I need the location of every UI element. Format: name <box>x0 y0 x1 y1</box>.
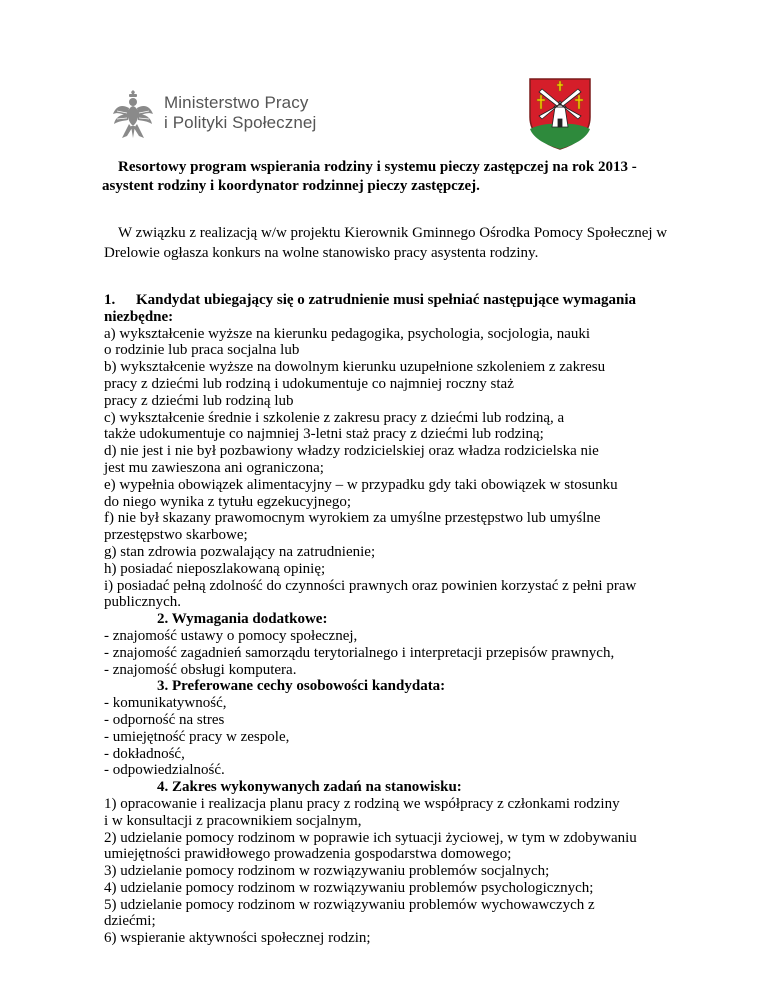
section1-heading-line2: niezbędne: <box>104 308 174 325</box>
text-line: b) wykształcenie wyższe na dowolnym kierunku uzupełnione szkoleniem z zakresu <box>104 359 606 376</box>
section1-list <box>104 326 694 612</box>
text-line: umiejętności prawidłowego prowadzenia gospodarstwa domowego; <box>104 846 512 863</box>
text-line: jest mu zawieszona ani ograniczona; <box>104 459 324 476</box>
text-line: a) wykształcenie wyższe na kierunku pedagogika, psychologia, socjologia, nauki <box>104 325 591 342</box>
ministry-name <box>164 93 316 133</box>
text-line: h) posiadać nieposzlakowaną opinię; <box>104 560 326 577</box>
text-line: d) nie jest i nie był pozbawiony władzy rodzicielskiej oraz władza rodzicielska nie <box>104 443 599 460</box>
text-line: i w konsultacji z pracownikiem socjalnym, <box>104 812 362 829</box>
section1-number: 1. <box>104 292 116 308</box>
text-line: 6) wspieranie aktywności społecznej rodzin; <box>104 930 371 947</box>
section4-heading: 4. Zakres wykonywanych zadań na stanowisku: <box>157 779 462 796</box>
windmill-coat-of-arms-icon <box>528 77 592 151</box>
text-line: pracy z dziećmi lub rodziną lub <box>104 392 294 409</box>
text-line: do niego wynika z tytułu egzekucyjnego; <box>104 493 352 510</box>
ministry-logo <box>112 90 317 140</box>
ministry-name-line2: i Polityki Społecznej <box>164 113 317 132</box>
text-line: o rodzinie lub praca socjalna lub <box>104 342 300 359</box>
text-line: 4) udzielanie pomocy rodzinom w rozwiązywaniu problemów psychologicznych; <box>104 879 594 896</box>
polish-eagle-emblem-icon <box>112 90 154 140</box>
text-line: - znajomość obsługi komputera. <box>104 661 297 678</box>
text-line: 3) udzielanie pomocy rodzinom w rozwiązywaniu problemów socjalnych; <box>104 863 550 880</box>
document-title <box>104 158 684 196</box>
text-line: - znajomość zagadnień samorządu terytorialnego i interpretacji przepisów prawnych, <box>104 644 615 661</box>
text-line: e) wypełnia obowiązek alimentacyjny – w przypadku gdy taki obowiązek w stosunku <box>104 476 618 493</box>
text-line: przestępstwo skarbowe; <box>104 527 248 544</box>
text-line: publicznych. <box>104 594 182 611</box>
text-line: 5) udzielanie pomocy rodzinom w rozwiązywaniu problemów wychowawczych z <box>104 896 595 913</box>
text-line: c) wykształcenie średnie i szkolenie z zakresu pracy z dziećmi lub rodziną, a <box>104 409 565 426</box>
text-line: f) nie był skazany prawomocnym wyrokiem za umyślne przestępstwo lub umyślne <box>104 510 601 527</box>
text-line: pracy z dziećmi lub rodziną i udokumentuje co najmniej roczny staż <box>104 375 514 392</box>
intro-line2: Drelowie ogłasza konkurs na wolne stanowisko pracy asystenta rodziny. <box>104 245 539 261</box>
ministry-name-line1: Ministerstwo Pracy <box>164 93 309 112</box>
section1-heading <box>104 292 694 309</box>
section3-heading: 3. Preferowane cechy osobowości kandydata: <box>157 678 446 695</box>
section2-heading: 2. Wymagania dodatkowe: <box>157 611 328 628</box>
title-line1: Resortowy program wspierania rodziny i systemu pieczy zastępczej na rok 2013 - <box>118 159 637 175</box>
intro-line1: W związku z realizacją w/w projektu Kierownik Gminnego Ośrodka Pomocy Społecznej w <box>118 225 668 241</box>
text-line: - znajomość ustawy o pomocy społecznej, <box>104 627 358 644</box>
text-line: - odpowiedzialność. <box>104 762 225 779</box>
document-body <box>104 292 694 947</box>
text-line: - odporność na stres <box>104 711 225 728</box>
section1-heading-text: Kandydat ubiegający się o zatrudnienie musi spełniać następujące wymagania <box>136 292 637 308</box>
section2-list <box>104 628 694 678</box>
text-line: - komunikatywność, <box>104 695 227 712</box>
section3-list <box>104 695 694 779</box>
text-line: - dokładność, <box>104 745 185 762</box>
text-line: i) posiadać pełną zdolność do czynności prawnych oraz powinien korzystać z pełni praw <box>104 577 637 594</box>
title-line2: asystent rodziny i koordynator rodzinnej pieczy zastępczej. <box>102 178 480 194</box>
text-line: 1) opracowanie i realizacja planu pracy z rodziną we współpracy z członkami rodziny <box>104 795 620 812</box>
text-line: 2) udzielanie pomocy rodzinom w poprawie ich sytuacji życiowej, w tym w zdobywaniu <box>104 829 637 846</box>
text-line: także udokumentuje co najmniej 3-letni staż pracy z dziećmi lub rodziną; <box>104 426 544 443</box>
text-line: - umiejętność pracy w zespole, <box>104 728 290 745</box>
intro-paragraph <box>104 223 704 263</box>
section4-list <box>104 796 694 947</box>
text-line: dziećmi; <box>104 913 156 930</box>
text-line: g) stan zdrowia pozwalający na zatrudnienie; <box>104 543 376 560</box>
